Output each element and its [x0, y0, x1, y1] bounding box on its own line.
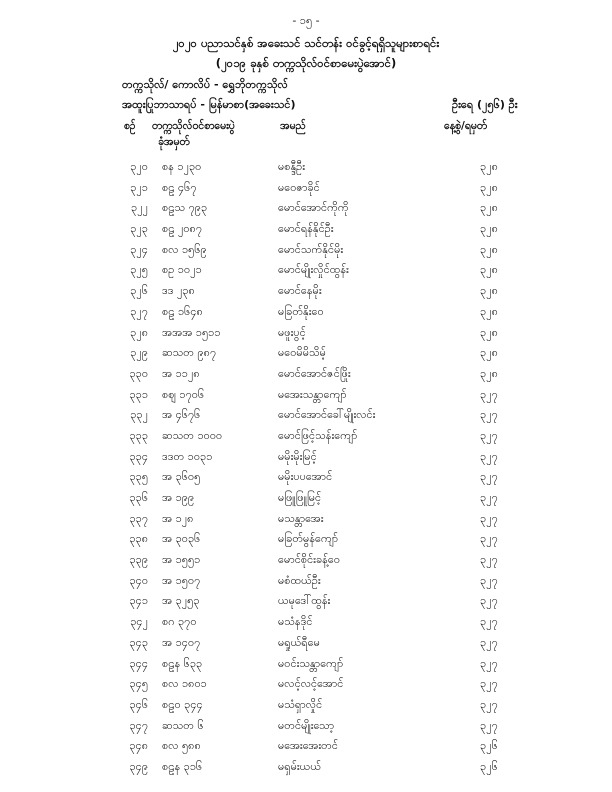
table-row	[0, 324, 612, 345]
roll-number: အ ၃၆၀၅	[162, 470, 201, 484]
score: ၃၂၇	[480, 573, 498, 587]
table-row	[0, 344, 612, 365]
table-row	[0, 406, 612, 427]
score: ၃၂၈	[480, 222, 498, 236]
student-name: မအေးအေးတင်	[278, 739, 338, 753]
student-name: မလင့်လင့်အောင်	[278, 677, 344, 691]
student-name: မောင်အောင်ကိုကို	[278, 201, 349, 215]
score: ၃၂၇	[480, 428, 498, 442]
total-count: ဦးရေ (၂၅၆) ဦး	[452, 98, 518, 111]
table-row	[0, 427, 612, 448]
student-name: မောင်အောင်ဇင်ဖြိုး	[278, 366, 351, 380]
score: ၃၂၇	[480, 615, 498, 629]
row-number: ၃၃၁	[129, 387, 148, 401]
row-number: ၃၄၉	[129, 759, 148, 773]
row-number: ၃၃၇	[129, 511, 148, 525]
roll-number: စဥ ၁၀၂၁	[162, 263, 202, 277]
row-number: ၃၂၅	[130, 263, 148, 277]
score: ၃၂၇	[480, 532, 498, 546]
row-number: ၃၂၇	[130, 304, 148, 318]
table-row	[0, 613, 612, 634]
table-row	[0, 717, 612, 738]
student-name: မသံရှာလှိုင်	[278, 697, 323, 711]
row-number: ၃၂၂	[131, 201, 148, 215]
row-number: ၃၂၃	[130, 222, 148, 236]
roll-number: အအအ ၁၅၁၁	[162, 325, 221, 339]
score: ၃၂၈	[480, 180, 498, 194]
roll-number: အ ၁၅၅၁	[162, 553, 201, 567]
roll-number: အ ၃၀၃၆	[162, 532, 201, 546]
student-name: မမိုးပပအောင်	[278, 470, 333, 484]
student-name: မောင်မျိုးလှိုင်ထွန်း	[278, 263, 349, 277]
score: ၃၂၇	[480, 594, 498, 608]
student-name: မရှုယ်ရီမေ	[278, 635, 320, 649]
row-number: ၃၄၁	[129, 594, 148, 608]
score: ၃၂၈	[480, 366, 498, 380]
column-header-name: အမည်	[280, 120, 306, 132]
table-row	[0, 737, 612, 758]
roll-number: စဠ ၂၀၈၇	[162, 222, 203, 236]
row-number: ၃၂၈	[130, 325, 148, 339]
table-row	[0, 675, 612, 696]
score: ၃၂၇	[480, 635, 498, 649]
student-name: မောင်စိုင်းခန့်ဝေ	[278, 553, 340, 567]
column-header-score: နေ့စွဲ/ရမှတ်	[444, 120, 488, 132]
table-row	[0, 696, 612, 717]
roll-number: စန ၁၂၃၀	[162, 160, 202, 173]
score: ၃၂၇	[480, 511, 498, 525]
roll-number: ဒဒတ ၁၀၃၁	[162, 449, 213, 463]
row-number: ၃၄၈	[129, 739, 148, 753]
score: ၃၂၈	[480, 284, 498, 298]
student-name: မဝေမိမိသိမ့်	[278, 346, 326, 360]
student-name: မခြတ်မွန်ကျော်	[278, 532, 339, 546]
table-row	[0, 241, 612, 262]
table-row	[0, 220, 612, 241]
student-name: မောင်နေမိုး	[278, 284, 322, 298]
roll-number: ဒဒ ၂၃၈	[162, 284, 195, 298]
document-subtitle: (၂၀၁၉ ခုနှစ် တက္ကသိုလ်ဝင်စာမေးပွဲအောင်)	[215, 56, 397, 70]
score: ၃၂၇	[480, 677, 498, 691]
student-name: မဝင်းသန္တာကျော်	[278, 656, 344, 670]
score: ၃၂၇	[480, 697, 498, 711]
roll-number: စဂ ၃၇၀	[162, 615, 197, 629]
table-row	[0, 634, 612, 655]
student-name: မောင်ဖြင့်သန်းကျော်	[278, 428, 358, 442]
table-row	[0, 489, 612, 510]
score: ၃၂၆	[480, 739, 498, 753]
row-number: ၃၃၀	[129, 366, 148, 380]
roll-number: စလ ၁၈၀၁	[162, 677, 207, 691]
student-name: မအေးသန္တာကျော်	[278, 387, 347, 401]
row-number: ၃၂၀	[130, 160, 148, 173]
student-name: မမိုးမိုးမြင့်	[278, 449, 317, 463]
roll-number: အ ၁၂၈	[162, 511, 194, 525]
row-number: ၃၃၈	[129, 532, 148, 546]
table-row	[0, 592, 612, 613]
row-number: ၃၄၂	[130, 615, 148, 629]
column-header-roll-number: တက္ကသိုလ်ဝင်စာမေးပွဲ	[152, 120, 235, 132]
row-number: ၃၂၉	[130, 346, 148, 360]
roll-number: စဠန ၃၁၆	[162, 759, 203, 773]
table-row	[0, 158, 612, 179]
row-number: ၃၂၆	[130, 284, 148, 298]
row-number: ၃၄၇	[129, 718, 148, 732]
row-number: ၃၂၁	[130, 180, 148, 194]
roll-number: ဆသတ ၆	[162, 718, 204, 732]
table-row	[0, 448, 612, 469]
score: ၃၂၇	[480, 553, 498, 567]
score: ၃၂၈	[480, 242, 498, 256]
roll-number: စလ ၁၅၆၉	[162, 242, 207, 256]
score: ၃၂၇	[480, 387, 498, 401]
student-name: မဝေဇာခိုင်	[278, 180, 320, 194]
roll-number: စဠသ ၇၉၃	[162, 201, 208, 215]
score: ၃၂၇	[480, 449, 498, 463]
table-row	[0, 282, 612, 303]
roll-number: စဠ ၄၆၇	[162, 180, 197, 194]
roll-number: အ ၄၆၇၆	[162, 408, 201, 422]
roll-number: စလ ၅၈၈	[162, 739, 201, 753]
score: ၃၂၇	[480, 718, 498, 732]
table-row	[0, 261, 612, 282]
subject-label: အထူးပြုဘာသာရပ် - မြန်မာစာ(အခေးသင်)	[122, 98, 296, 111]
student-name: မတင်မျိုးသော့	[278, 718, 335, 732]
table-row	[0, 386, 612, 407]
score: ၃၂၈	[480, 160, 498, 173]
document-title: ၂၀၂၀ ပညာသင်နှစ် အခေးသင် သင်တန်း ဝင်ခွင့်ရရှိသူများစာရင်း	[172, 36, 440, 50]
row-number: ၃၃၉	[129, 553, 148, 567]
student-name: မောင်အောင်ခေါ်မျိုးလင်း	[278, 408, 376, 422]
student-name: မခြတ်နိုးဝေ	[278, 304, 324, 318]
roll-number: စဠ၀ ၃၄၄	[162, 697, 203, 711]
row-number: ၃၃၃	[129, 428, 148, 442]
student-name: မစံထယ်ဦး	[278, 573, 321, 587]
roll-number: အ ၁၄၀၇	[162, 635, 201, 649]
table-row	[0, 551, 612, 572]
student-name: မောင်ရန်နိုင်ဦး	[278, 222, 334, 236]
student-name: မသန္တာအေး	[278, 511, 324, 525]
roll-number: အ ၃၂၅၃	[162, 594, 200, 608]
row-number: ၃၃၄	[129, 449, 148, 463]
table-row	[0, 468, 612, 489]
score: ၃၂၈	[480, 201, 498, 215]
row-number: ၃၄၅	[129, 677, 148, 691]
table-row	[0, 572, 612, 593]
roll-number: ဆသတ ၁၀၀၀	[162, 428, 223, 442]
row-number: ၃၃၆	[129, 491, 148, 504]
table-row	[0, 199, 612, 220]
score: ၃၂၇	[480, 470, 498, 484]
table-row	[0, 510, 612, 531]
student-name: မဖူးပွင့်	[278, 325, 306, 339]
roll-number: အ ၁၁၂၈	[162, 366, 200, 380]
student-name: မောင်သက်နိုင်မိုး	[278, 242, 344, 256]
roll-number: အ ၁၉၉	[162, 491, 195, 504]
score: ၃၂၈	[480, 325, 498, 339]
row-number: ၃၂၄	[130, 242, 148, 256]
row-number: ၃၄၀	[129, 573, 148, 587]
score: ၃၂၇	[480, 408, 498, 422]
table-row	[0, 758, 612, 779]
column-header-number: စဉ်	[124, 120, 136, 132]
university-label: တက္ကသိုလ်/ ကောလိပ် - ရွှေဘိုတက္ကသိုလ်	[122, 78, 288, 91]
row-number: ၃၄၆	[129, 697, 148, 711]
student-name: မစန္ဒီဦး	[278, 160, 306, 173]
row-number: ၃၄၄	[129, 656, 148, 670]
student-list	[0, 158, 612, 779]
score: ၃၂၈	[480, 304, 498, 318]
roll-number: စဠန ၆၃၃	[162, 656, 203, 670]
score: ၃၂၇	[480, 491, 498, 504]
table-row	[0, 179, 612, 200]
table-row	[0, 655, 612, 676]
student-name: မရှမ်းယယ်	[278, 759, 322, 773]
student-name: မသံနဒိုင်	[278, 615, 313, 629]
row-number: ၃၃၂	[130, 408, 148, 422]
row-number: ၃၄၃	[129, 635, 148, 649]
row-number: ၃၃၅	[129, 470, 148, 484]
score: ၃၂၈	[480, 346, 498, 360]
score: ၃၂၈	[480, 263, 498, 277]
student-name: ယမုဒေါ်ထွန်း	[278, 594, 331, 608]
table-row	[0, 365, 612, 386]
student-name: မဖြူဖြူမြင့်	[278, 491, 322, 504]
column-header-roll-number-line2: ခုံအမှတ်	[158, 136, 190, 148]
page-number: - ၁၅ -	[292, 14, 320, 27]
table-row	[0, 303, 612, 324]
table-row	[0, 530, 612, 551]
score: ၃၂၇	[480, 656, 498, 670]
roll-number: ဆသတ ၉၈၇	[162, 346, 217, 360]
roll-number: စဈ ၁၇၀၆	[162, 387, 205, 401]
roll-number: အ ၁၅၀၇	[162, 573, 201, 587]
score: ၃၂၆	[480, 759, 498, 773]
roll-number: စဠ ၁၆၄၈	[162, 304, 203, 318]
